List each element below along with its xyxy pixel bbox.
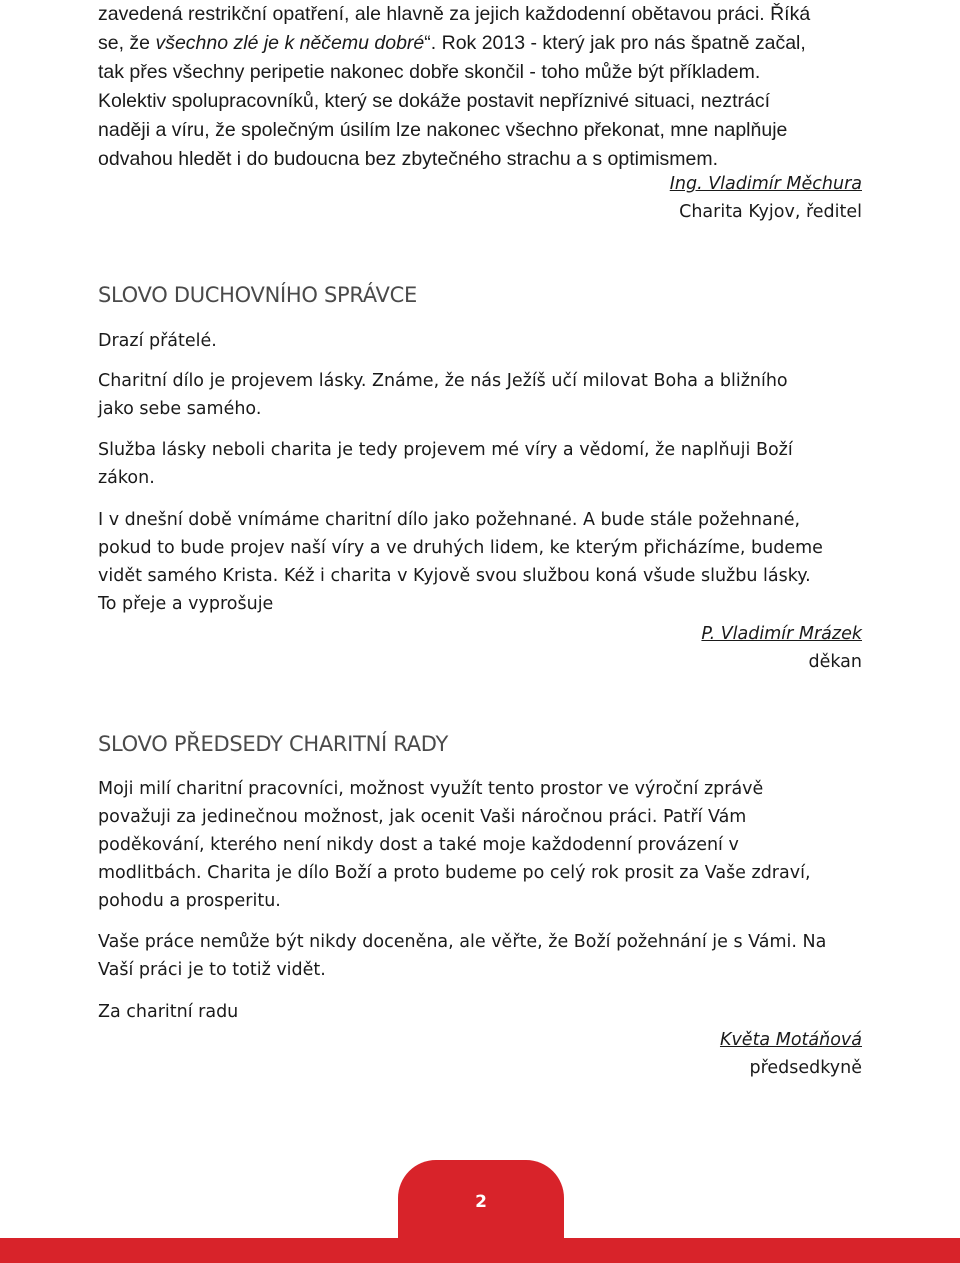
- paragraph-line: Vaše práce nemůže být nikdy doceněna, ale věřte, že Boží požehnání je s Vámi. Na: [98, 932, 827, 952]
- paragraph-line: vidět samého Krista. Kéž i charita v Kyjově svou službou koná všude službu lásky.: [98, 566, 811, 586]
- intro-quote: všechno zlé je k něčemu dobré: [155, 32, 425, 54]
- footer-bar: [0, 1238, 960, 1263]
- closing: Za charitní radu: [98, 1002, 239, 1022]
- director-role: Charita Kyjov, ředitel: [679, 202, 862, 222]
- intro-line: zavedená restrikční opatření, ale hlavně za jejich každodenní obětavou práci. Říká: [98, 3, 811, 25]
- section-heading-council: SLOVO PŘEDSEDY CHARITNÍ RADY: [98, 732, 449, 756]
- chair-signature: [98, 1026, 862, 1082]
- director-name: Ing. Vladimír Měchura: [669, 174, 862, 194]
- intro-text: “. Rok 2013 - který jak pro nás špatně začal,: [424, 32, 806, 54]
- chair-name: Květa Motáňová: [719, 1030, 862, 1050]
- paragraph-line: I v dnešní době vnímáme charitní dílo jako požehnané. A bude stále požehnané,: [98, 510, 801, 530]
- paragraph: [98, 928, 862, 984]
- paragraph-line: jako sebe samého.: [98, 399, 262, 419]
- paragraph-line: pohodu a prosperitu.: [98, 891, 281, 911]
- greeting: Drazí přátelé.: [98, 331, 217, 351]
- director-signature: [98, 170, 862, 226]
- paragraph-line: Vaší práci je to totiž vidět.: [98, 960, 326, 980]
- intro-paragraph: [98, 0, 862, 174]
- paragraph-line: modlitbách. Charita je dílo Boží a proto budeme po celý rok prosit za Vaše zdraví,: [98, 863, 811, 883]
- paragraph-line: poděkování, kterého není nikdy dost a také moje každodenní provázení v: [98, 835, 739, 855]
- paragraph-line: To přeje a vyprošuje: [98, 594, 274, 614]
- intro-line: [98, 29, 862, 58]
- paragraph: [98, 367, 862, 423]
- page-number: 2: [475, 1192, 487, 1212]
- intro-text: se, že: [98, 32, 156, 54]
- paragraph-line: zákon.: [98, 468, 155, 488]
- paragraph-line: Charitní dílo je projevem lásky. Známe, že nás Ježíš učí milovat Boha a bližního: [98, 371, 788, 391]
- paragraph-line: pokud to bude projev naší víry a ve druhých lidem, ke kterým přicházíme, budeme: [98, 538, 823, 558]
- intro-line: odvahou hledět i do budoucna bez zbytečného strachu a s optimismem.: [98, 148, 719, 170]
- dean-role: děkan: [808, 652, 862, 672]
- paragraph-line: Moji milí charitní pracovníci, možnost využít tento prostor ve výroční zprávě: [98, 779, 764, 799]
- section-heading-spiritual: SLOVO DUCHOVNÍHO SPRÁVCE: [98, 283, 417, 307]
- intro-line: naději a víru, že společným úsilím lze nakonec všechno překonat, mne naplňuje: [98, 119, 788, 141]
- dean-name: P. Vladimír Mrázek: [701, 624, 862, 644]
- chair-role: předsedkyně: [749, 1058, 862, 1078]
- paragraph-line: považuji za jedinečnou možnost, jak ocenit Vaši náročnou práci. Patří Vám: [98, 807, 747, 827]
- dean-signature: [98, 620, 862, 676]
- paragraph-line: Služba lásky neboli charita je tedy projevem mé víry a vědomí, že naplňuji Boží: [98, 440, 793, 460]
- paragraph: [98, 506, 862, 618]
- paragraph: [98, 436, 862, 492]
- intro-line: tak přes všechny peripetie nakonec dobře skončil - toho může být příkladem.: [98, 61, 761, 83]
- intro-line: Kolektiv spolupracovníků, který se dokáže postavit nepříznivé situaci, neztrácí: [98, 90, 770, 112]
- paragraph: [98, 775, 862, 915]
